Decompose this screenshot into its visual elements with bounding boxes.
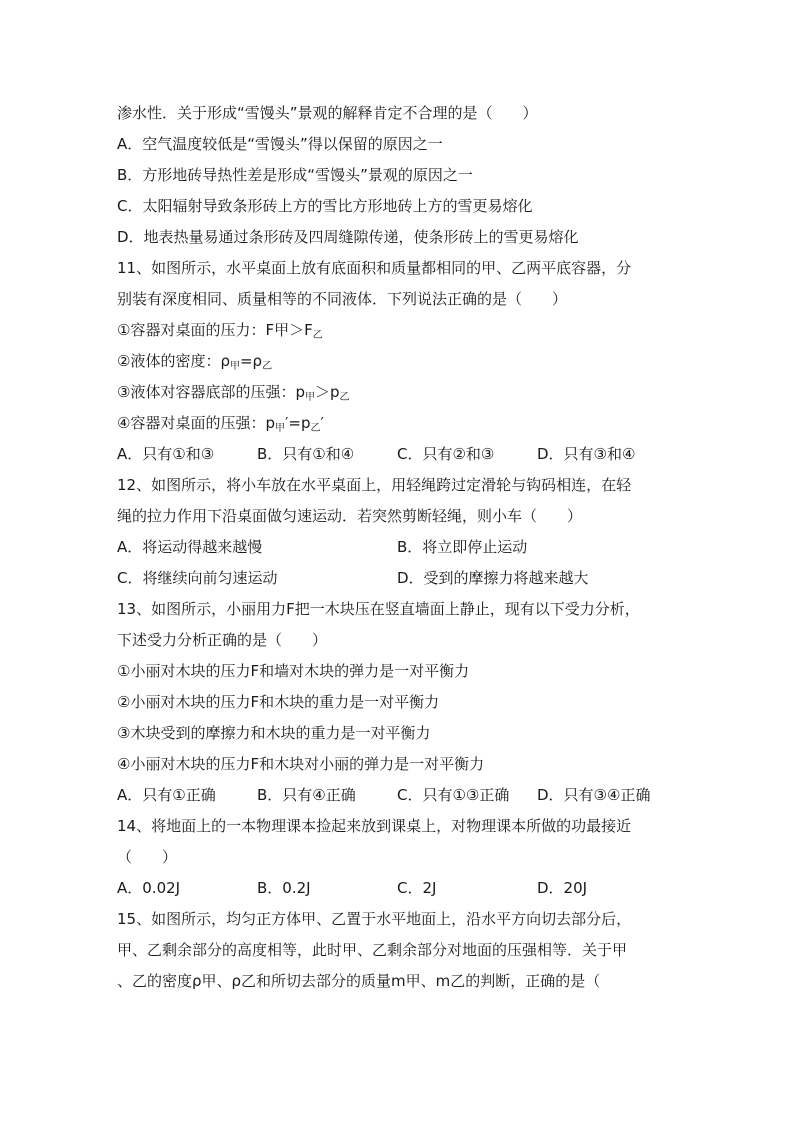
q12-option-a: A．将运动得越来越慢 xyxy=(117,538,263,556)
q14-option-c: C．2J xyxy=(397,879,437,897)
q10-option-b: B．方形地砖导热性差是形成“雪馒头”景观的原因之一 xyxy=(117,166,473,184)
q13-option-a: A．只有①正确 xyxy=(117,786,216,804)
question-content xyxy=(117,98,677,997)
q14-option-d: D．20J xyxy=(537,879,588,897)
q13-statement-2: ②小丽对木块的压力F和木块的重力是一对平衡力 xyxy=(117,693,440,711)
q11-option-c: C．只有②和③ xyxy=(397,445,495,463)
q15-stem-line-1: 15、如图所示，均匀正方体甲、乙置于水平地面上，沿水平方向切去部分后， xyxy=(117,910,632,928)
q12-options-row-1 xyxy=(117,532,677,563)
q12-stem-line-2: 绳的拉力作用下沿桌面做匀速运动．若突然剪断轻绳，则小车（ ） xyxy=(117,507,583,525)
q12-stem-line-1: 12、如图所示，将小车放在水平桌面上，用轻绳跨过定滑轮与钩码相连，在轻 xyxy=(117,476,632,494)
q11-statement-3: ③液体对容器底部的压强：$p_甲>p_乙$ xyxy=(117,383,350,403)
q10-option-a: A．空气温度较低是“雪馒头”得以保留的原因之一 xyxy=(117,135,443,153)
q13-statement-4: ④小丽对木块的压力F和木块对小丽的弹力是一对平衡力 xyxy=(117,755,485,773)
q12-option-c: C．将继续向前匀速运动 xyxy=(117,569,278,587)
q12-options-row-2 xyxy=(117,563,677,594)
q13-stem-line-1: 13、如图所示，小丽用力F把一木块压在竖直墙面上静止，现有以下受力分析， xyxy=(117,600,640,618)
q13-options xyxy=(117,780,677,811)
q11-option-a: A．只有①和③ xyxy=(117,445,215,463)
q10-option-d: D．地表热量易通过条形砖及四周缝隙传递，使条形砖上的雪更易熔化 xyxy=(117,228,579,246)
q14-stem-line-1: 14、将地面上的一本物理课本捡起来放到课桌上，对物理课本所做的功最接近 xyxy=(117,817,632,835)
q14-option-a: A．0.02J xyxy=(117,879,181,897)
q14-option-b: B．0.2J xyxy=(257,879,311,897)
q12-option-b: B．将立即停止运动 xyxy=(397,538,528,556)
q11-statement-1: ①容器对桌面的压力：F甲$>F_乙$ xyxy=(117,321,323,341)
q11-statement-4: ④容器对桌面的压强：$p_甲'=p_乙'$ xyxy=(117,414,324,434)
q14-stem-line-2: （ ） xyxy=(117,848,178,866)
q10-stem: 渗水性．关于形成“雪馒头”景观的解释肯定不合理的是（ ） xyxy=(117,104,538,122)
q13-statement-3: ③木块受到的摩擦力和木块的重力是一对平衡力 xyxy=(117,724,431,742)
q13-option-c: C．只有①③正确 xyxy=(397,786,510,804)
q13-stem-line-2: 下述受力分析正确的是（ ） xyxy=(117,631,328,649)
q14-options xyxy=(117,873,677,904)
q10-option-c: C．太阳辐射导致条形砖上方的雪比方形地砖上方的雪更易熔化 xyxy=(117,197,533,215)
q11-statement-2: ②液体的密度：$\rho_甲=\rho_乙$ xyxy=(117,352,273,372)
q12-option-d: D．受到的摩擦力将越来越大 xyxy=(397,569,589,587)
q11-option-b: B．只有①和④ xyxy=(257,445,355,463)
q13-option-d: D．只有③④正确 xyxy=(537,786,651,804)
q15-stem-line-3: 、乙的密度ρ甲、ρ乙和所切去部分的质量m甲、m乙的判断，正确的是（ xyxy=(117,972,601,990)
q11-options xyxy=(117,439,677,470)
q11-stem-line-2: 别装有深度相同、质量相等的不同液体．下列说法正确的是（ ） xyxy=(117,290,568,308)
q13-option-b: B．只有④正确 xyxy=(257,786,356,804)
q11-stem-line-1: 11、如图所示，水平桌面上放有底面积和质量都相同的甲、乙两平底容器，分 xyxy=(117,259,632,277)
q11-option-d: D．只有③和④ xyxy=(537,445,636,463)
q13-statement-1: ①小丽对木块的压力F和墙对木块的弹力是一对平衡力 xyxy=(117,662,470,680)
q15-stem-line-2: 甲、乙剩余部分的高度相等，此时甲、乙剩余部分对地面的压强相等．关于甲 xyxy=(117,941,628,959)
